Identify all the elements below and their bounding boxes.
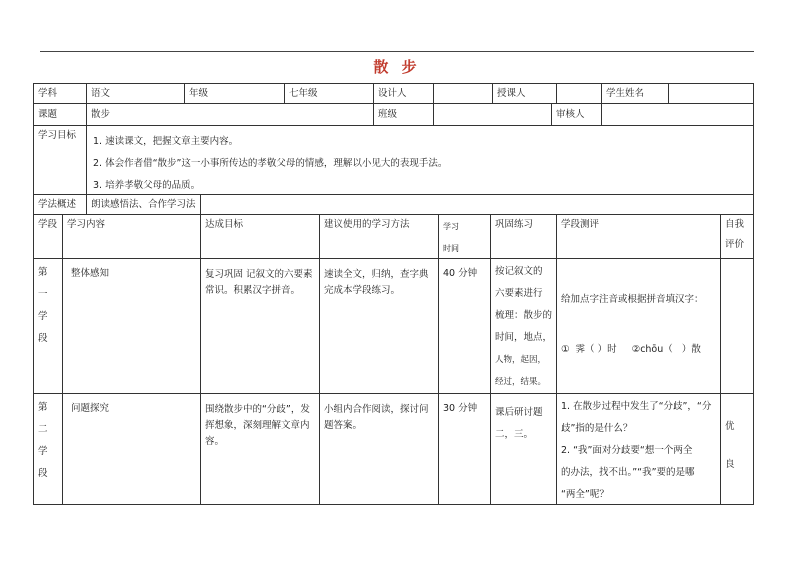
test-line: 歧”指的是什么？ — [561, 423, 633, 434]
col-content: 学习内容 — [62, 214, 201, 259]
stage1-content: 整体感知 — [62, 258, 201, 394]
stage2-target: 围绕散步中的“分歧”，发挥想象，深刻理解文章内容。 — [200, 393, 320, 505]
stage-char: 一 — [38, 289, 48, 300]
stage1-label — [33, 258, 63, 394]
test-line: 的办法，找不出。”“我”要的是哪 — [561, 467, 695, 478]
stage-char: 第 — [38, 267, 48, 278]
practice-line: 时间，地点， — [495, 332, 553, 343]
practice-line: 按记叙文的 — [495, 266, 543, 277]
practice-line: 六要素进行 — [495, 288, 543, 299]
teacher-value[interactable] — [556, 83, 602, 104]
reviewer-value[interactable] — [601, 103, 754, 126]
col-self-line1: 自我 — [725, 219, 745, 230]
stage1-time: 40 分钟 — [438, 258, 491, 394]
grade-value: 七年级 — [284, 83, 374, 104]
stage2-time: 30 分钟 — [438, 393, 491, 505]
methods-blank — [200, 194, 754, 215]
practice-line: 人物，起因， — [495, 355, 547, 365]
reviewer-label: 审核人 — [551, 103, 602, 126]
subject-label: 学科 — [33, 83, 87, 104]
goal-item: 2. 体会作者借“散步”这一小事所传达的孝敬父母的情感，理解以小见大的表现手法。 — [93, 158, 448, 169]
student-value[interactable] — [668, 83, 754, 104]
stage1-method: 速读全文，归纳，查字典完成本学段练习。 — [319, 258, 439, 394]
col-test: 学段测评 — [556, 214, 721, 259]
stage-char: 学 — [38, 446, 48, 457]
self-eval-char: 优 — [725, 421, 735, 432]
stage-char: 段 — [38, 468, 48, 479]
goal-item: 3. 培养孝敬父母的品质。 — [93, 180, 201, 191]
col-target: 达成目标 — [200, 214, 320, 259]
stage2-self — [720, 393, 754, 505]
practice-line: 梳理：散步的 — [495, 310, 553, 321]
subject-value: 语文 — [86, 83, 185, 104]
stage2-label — [33, 393, 63, 505]
designer-value[interactable] — [433, 83, 493, 104]
test-line: ① 霁（ ）时 ②chōu（ ）散 — [561, 344, 701, 355]
student-label: 学生姓名 — [601, 83, 669, 104]
stage1-test — [556, 258, 721, 394]
col-self-line2: 评价 — [725, 239, 745, 250]
designer-label: 设计人 — [373, 83, 434, 104]
page-title: 散 步 — [373, 58, 421, 76]
stage-char: 二 — [38, 424, 48, 435]
methods-label: 学法概述 — [33, 194, 87, 215]
col-practice: 巩固练习 — [490, 214, 557, 259]
self-eval-char: 良 — [725, 459, 735, 470]
col-time-line1: 学习 — [443, 222, 459, 231]
goals-label: 学习目标 — [33, 125, 87, 195]
col-time-line2: 时间 — [443, 244, 459, 253]
stage2-practice: 课后研讨题二，三。 — [490, 393, 557, 505]
goals-list — [86, 125, 754, 195]
methods-value: 朗读感悟法、合作学习法 — [86, 194, 201, 215]
test-line: 给加点字注音或根据拼音填汉字： — [561, 294, 704, 305]
col-method: 建议使用的学习方法 — [319, 214, 439, 259]
practice-line: 经过，结果。 — [495, 377, 547, 387]
stage-char: 第 — [38, 402, 48, 413]
col-stage: 学段 — [33, 214, 63, 259]
stage1-self[interactable] — [720, 258, 754, 394]
topic-label: 课题 — [33, 103, 87, 126]
stage-char: 学 — [38, 311, 48, 322]
col-time — [438, 214, 491, 259]
goal-item: 1. 速读课文，把握文章主要内容。 — [93, 136, 239, 147]
test-line: 1. 在散步过程中发生了“分歧”，“分 — [561, 401, 712, 412]
topic-value: 散步 — [86, 103, 374, 126]
stage-char: 段 — [38, 333, 48, 344]
class-label: 班级 — [373, 103, 434, 126]
test-line: “两全”呢？ — [561, 489, 609, 500]
class-value[interactable] — [433, 103, 552, 126]
stage1-target: 复习巩固 记叙文的六要素常识。积累汉字拼音。 — [200, 258, 320, 394]
grade-label: 年级 — [184, 83, 285, 104]
test-line: 2. “我”面对分歧要“想一个两全 — [561, 445, 693, 456]
col-self — [720, 214, 754, 259]
teacher-label: 授课人 — [492, 83, 557, 104]
stage2-test — [556, 393, 721, 505]
header-rule — [40, 51, 754, 52]
stage1-practice — [490, 258, 557, 394]
stage2-method: 小组内合作阅读，探讨问题答案。 — [319, 393, 439, 505]
stage2-content: 问题探究 — [62, 393, 201, 505]
